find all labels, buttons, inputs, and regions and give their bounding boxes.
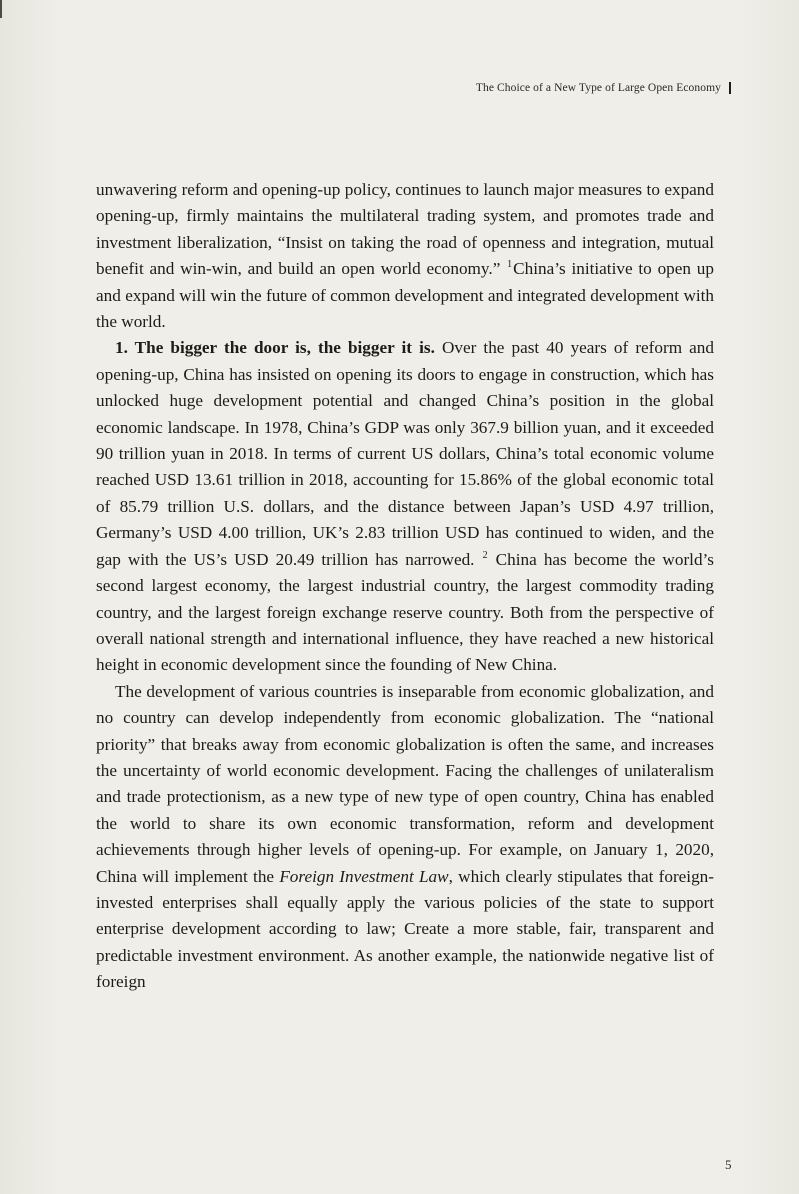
body-text <box>96 177 714 996</box>
paragraph-3-text: The development of various countries is inseparable from economic globalization, and no country can develop independently from economic globalization. The “national priority” that breaks away from economic globalization is often the same, and increases the uncertainty of world economic development. Facing the challenges of unilateralism and trade protectionism, as a new type of new type of open country, China has enabled the world to share its own economic transformation, reform and development achievements through higher levels of opening-up. For example, on January 1, 2020, China will implement the <box>96 681 714 886</box>
paragraph-3 <box>96 679 714 996</box>
paragraph-1 <box>96 177 714 335</box>
paragraph-2 <box>96 335 714 678</box>
running-header <box>476 82 731 94</box>
paragraph-1-text-after: China’s initiative to open up and expand will win the future of common development and integrated development with the world. <box>96 259 714 332</box>
paragraph-1-text: unwavering reform and opening-up policy, continues to launch major measures to expand opening-up, firmly maintains the multilateral trading system, and promotes trade and investment liberalization, “Insist on taking the road of openness and integration, mutual benefit and win-win, and build an open world economy.” <box>96 180 714 279</box>
paragraph-3-text-after: , which clearly stipulates that foreign-invested enterprises shall equally apply the various policies of the state to support enterprise development according to law; Create a more stable, fair, transparent and predictable investment environment. As another example, the nationwide negative list of foreign <box>96 866 714 992</box>
page-edge-mark <box>0 0 2 18</box>
footnote-ref-1: 1 <box>507 259 513 271</box>
running-header-bar <box>729 82 731 94</box>
paragraph-2-text-after: China has become the world’s second largest economy, the largest industrial country, the largest commodity trading country, and the largest foreign exchange reserve country. Both from the perspective of overall national strength and international influence, they have reached a new historical height in economic development since the founding of New China. <box>96 549 714 675</box>
paragraph-3-law-title: Foreign Investment Law <box>279 866 449 886</box>
paragraph-2-text: Over the past 40 years of reform and opening-up, China has insisted on opening its doors to engage in construction, which has unlocked huge development potential and changed China’s position in the global economic landscape. In 1978, China’s GDP was only 367.9 billion yuan, and it exceeded 90 trillion yuan in 2018. In terms of current US dollars, China’s total economic volume reached USD 13.61 trillion in 2018, accounting for 15.86% of the global economic total of 85.79 trillion U.S. dollars, and the distance between Japan’s USD 4.97 trillion, Germany’s USD 4.00 trillion, UK’s 2.83 trillion USD has continued to widen, and the gap with the US’s USD 20.49 trillion has narrowed. <box>96 338 714 569</box>
footnote-ref-2: 2 <box>482 549 488 561</box>
paragraph-2-lead: 1. The bigger the door is, the bigger it is. <box>115 338 435 358</box>
page-number: 5 <box>725 1157 732 1172</box>
running-header-title: The Choice of a New Type of Large Open Economy <box>475 82 721 94</box>
